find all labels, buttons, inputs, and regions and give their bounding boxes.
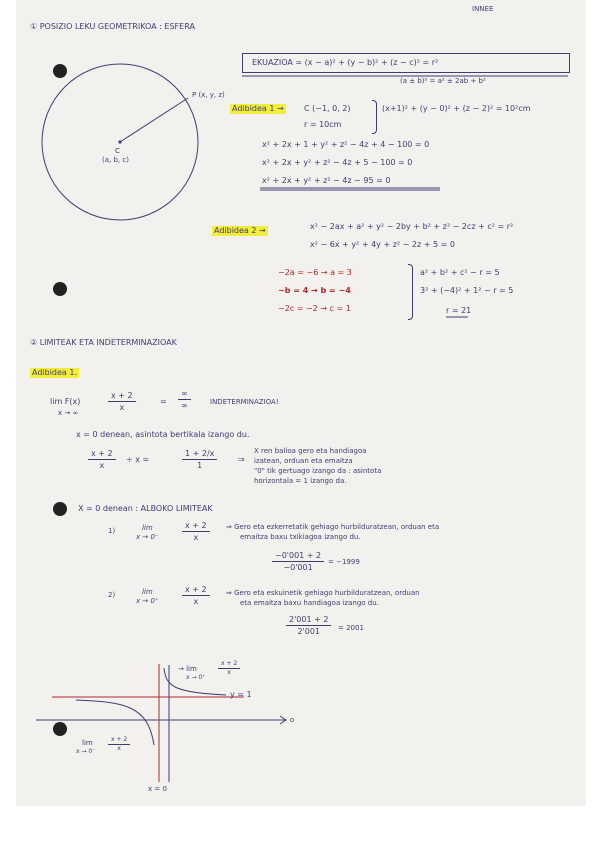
section-title-limits: ② LIMITEAK ETA INDETERMINAZIOAK — [30, 338, 177, 347]
section-title-sphere: ① POSIZIO LEKU GEOMETRIKOA : ESFERA — [30, 22, 195, 31]
fraction-numerator: x + 2 — [108, 736, 130, 745]
solve-c: −2c = −2 → c = 1 — [278, 304, 351, 313]
graph-lower-lim: lim — [82, 739, 93, 747]
example1-step: x² + 2x + y² + z² − 4z − 95 = 0 — [262, 176, 391, 185]
example1-center: C (−1, 0, 2) — [304, 104, 351, 113]
bullet2-result-fraction — [182, 448, 217, 471]
solve-a: −2a = −6 → a = 3 — [278, 268, 352, 277]
fraction-numerator: 2'001 + 2 — [286, 614, 331, 626]
fraction-denominator: x — [193, 597, 199, 606]
implies-arrow: ⇒ — [238, 455, 245, 464]
explanation-line: eta emaitza baxu handiagoa izango du. — [240, 599, 379, 607]
limit-fraction — [108, 390, 136, 413]
binomial-identity: (a ± b)² = a² ± 2ab + b² — [400, 77, 486, 85]
example1-step: x² + 2x + 1 + y² + z² − 4z + 4 − 100 = 0 — [262, 140, 430, 149]
vertical-asymptote-label: x = 0 — [148, 785, 167, 793]
fraction-numerator: x + 2 — [182, 520, 210, 532]
bracket — [372, 100, 377, 134]
center-dot — [118, 140, 121, 143]
fraction-denominator: x — [99, 461, 105, 470]
radius-step: a² + b² + c² − r = 5 — [420, 268, 500, 277]
calc-fraction — [286, 614, 331, 637]
divide-op: ÷ x = — [126, 455, 150, 464]
explanation-line: emaitza baxu txikiagoa izango du. — [240, 533, 361, 541]
lim-word: lim — [141, 588, 153, 596]
fraction-numerator: x + 2 — [88, 448, 116, 460]
side-limit-fraction — [182, 520, 210, 543]
result-fraction — [178, 388, 191, 411]
fraction-denominator: −0'001 — [283, 563, 313, 572]
radius-step: 3² + (−4)² + 1² − r = 5 — [420, 286, 514, 295]
radius-line — [120, 98, 188, 142]
example2-given: x² − 6x + y² + 4y + z² − 2z + 5 = 0 — [310, 240, 455, 249]
bullet-side-limits: X = 0 denean : ALBOKO LIMITEAK — [78, 504, 213, 513]
fraction-denominator: x — [193, 533, 199, 542]
equals-sign: = — [160, 397, 167, 406]
fraction-numerator: x + 2 — [218, 660, 240, 669]
example1-equation: (x+1)² + (y − 0)² + (z − 2)² = 10²cm — [382, 104, 531, 113]
example1-radius: r = 10cm — [304, 120, 342, 129]
calc-result: = −1999 — [328, 558, 360, 566]
side-limit-number: 2) — [108, 591, 116, 599]
example1-label: Adibidea 1 → — [232, 104, 284, 113]
fraction-denominator: x — [227, 669, 231, 676]
graph-origin-label: o — [290, 716, 295, 724]
corner-text: INNEE — [472, 5, 494, 13]
fraction-numerator: x + 2 — [108, 390, 136, 402]
fraction-numerator: ∞ — [178, 388, 191, 400]
fraction-denominator: ∞ — [181, 401, 188, 410]
explanation-line: ⇒ Gero eta eskuinetik gehiago hurbilduratzean, orduan — [226, 589, 420, 597]
center-coords: (a, b, c) — [102, 156, 129, 164]
side-limit-fraction — [182, 584, 210, 607]
explanation-line: ⇒ Gero eta ezkerretatik gehiago hurbilduratzean, orduan eta — [226, 523, 440, 531]
lim-subscript: x → 0⁻ — [136, 533, 159, 541]
side-limit-expression — [136, 524, 159, 542]
example2-general: x² − 2ax + a² + y² − 2by + b² + z² − 2cz + c² = r² — [310, 222, 514, 231]
fraction-denominator: 2'001 — [297, 627, 320, 636]
graph-lower-sub: x → 0⁻ — [76, 748, 96, 755]
calc-result: = 2001 — [338, 624, 364, 632]
point-label: P (x, y, z) — [192, 91, 225, 99]
fraction-denominator: x — [119, 403, 125, 412]
lim-subscript: x → 0⁺ — [136, 597, 159, 605]
horizontal-asymptote-label: y = 1 — [230, 690, 252, 699]
side-limit-number: 1) — [108, 527, 116, 535]
calc-fraction — [272, 550, 324, 573]
example2-label: Adibidea 2 → — [214, 226, 266, 235]
notebook-page — [16, 0, 586, 806]
solve-b: −b = 4 → b = −4 — [278, 286, 351, 295]
example1-step: x² + 2x + y² + z² − 4z + 5 − 100 = 0 — [262, 158, 413, 167]
explanation-line: izatean, orduan eta emaitza — [254, 457, 353, 465]
indeterminate-note: INDETERMINAZIOA! — [210, 398, 279, 406]
drawings — [16, 0, 586, 806]
fraction-numerator: 1 + 2/x — [182, 448, 217, 460]
fraction-denominator: x — [117, 745, 121, 752]
explanation-line: horizontala = 1 izango da. — [254, 477, 347, 485]
graph-upper-fraction — [218, 660, 240, 677]
bracket — [408, 264, 413, 320]
radius-result: r = 21 — [446, 306, 472, 315]
explanation-line: X ren balioa gero eta handiagoa — [254, 447, 367, 455]
limits-example-label: Adibidea 1. — [32, 368, 78, 377]
center-label: C — [115, 147, 120, 155]
fraction-numerator: x + 2 — [182, 584, 210, 596]
bullet-vertical-asymptote: x = 0 denean, asintota bertikala izango du. — [76, 430, 250, 439]
fraction-denominator: 1 — [197, 461, 203, 470]
limit-sub: x → ∞ — [58, 409, 79, 417]
limit-lhs: lim F(x) — [50, 397, 81, 406]
explanation-line: "0" tik gertuago izango da : asintota — [254, 467, 382, 475]
graph-upper-lim: → lim — [178, 665, 197, 673]
fraction-numerator: −0'001 + 2 — [272, 550, 324, 562]
graph-lower-fraction — [108, 736, 130, 753]
graph-upper-sub: x → 0⁺ — [186, 674, 206, 681]
lim-word: lim — [141, 524, 153, 532]
side-limit-expression — [136, 588, 159, 606]
bullet2-fraction — [88, 448, 116, 471]
sphere-equation: EKUAZIOA = (x − a)² + (y − b)² + (z − c)² = r² — [252, 58, 439, 67]
